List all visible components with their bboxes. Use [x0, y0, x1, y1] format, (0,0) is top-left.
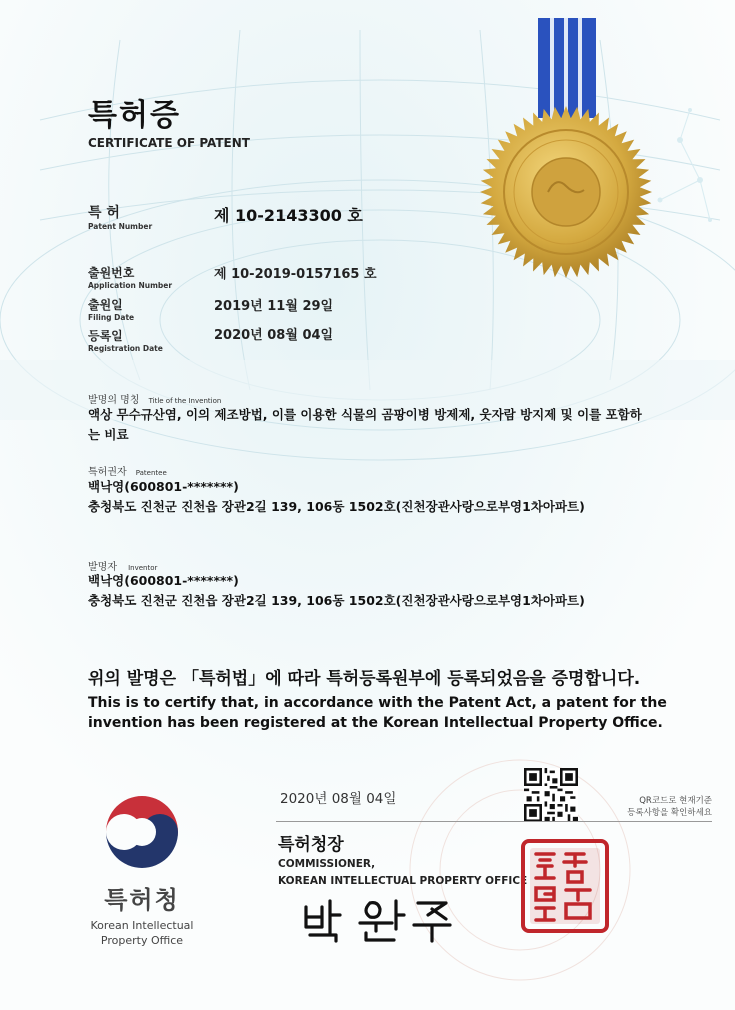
invention-title: 액상 무수규산염, 이의 제조방법, 이를 이용한 식물의 곰팡이병 방제제, 웃자람 방지제 및 이를 포함하 는 비료 — [88, 407, 642, 442]
kipo-name-en: Korean Intellectual Property Office — [90, 919, 194, 947]
commissioner-title-en: COMMISSIONER, KOREAN INTELLECTUAL PROPERTY OFFICE — [278, 858, 528, 887]
certification-statement-ko: 위의 발명은 「특허법」에 따라 특허등록원부에 등록되었음을 증명합니다. — [88, 669, 641, 689]
application-number-label: 출원번호 Application Number — [88, 266, 173, 290]
official-seal-stamp — [520, 838, 610, 934]
commissioner-title: 특허청장 — [278, 835, 344, 855]
registration-date-label: 등록일 Registration Date — [88, 329, 163, 353]
patent-number-label: 특 허 Patent Number — [88, 205, 153, 231]
application-number-value: 제 10-2019-0157165 호 — [214, 267, 377, 282]
patentee-info: 백낙영(600801-*******) 충청북도 진천군 진천읍 장관2길 139, 106동 1502호(진천장관사랑으로부영1차아파트) — [88, 479, 585, 514]
qr-caption: QR코드로 현재기준 등록사항을 확인하세요 — [627, 796, 712, 818]
registration-date-value: 2020년 08월 04일 — [214, 328, 334, 343]
ribbon-graphic — [538, 18, 596, 118]
patentee-label: 특허권자 Patentee — [88, 467, 167, 478]
certificate-title-en: CERTIFICATE OF PATENT — [88, 136, 250, 150]
inventor-info: 백낙영(600801-*******) 충청북도 진천군 진천읍 장관2길 139, 106동 1502호(진천장관사랑으로부영1차아파트) — [88, 573, 585, 608]
certification-statement-en: This is to certify that, in accordance with the Patent Act, a patent for the invention has been registered at the Korean Intellectual Property Office. — [88, 695, 667, 731]
certificate-title: 특허증 — [88, 98, 181, 133]
kipo-name-ko: 특허청 — [104, 886, 180, 914]
divider — [276, 821, 712, 822]
filing-date-value: 2019년 11월 29일 — [214, 299, 334, 314]
kipo-taegeuk-logo-icon — [98, 788, 186, 876]
filing-date-label: 출원일 Filing Date — [88, 298, 135, 322]
inventor-label: 발명자 Inventor — [88, 562, 158, 573]
signature-graphic — [300, 893, 460, 943]
patent-number-value: 제 10-2143300 호 — [214, 206, 363, 225]
issue-date: 2020년 08월 04일 — [280, 791, 397, 807]
gold-seal-icon — [478, 104, 654, 280]
invention-label: 발명의 명칭 Title of the Invention — [88, 395, 222, 406]
